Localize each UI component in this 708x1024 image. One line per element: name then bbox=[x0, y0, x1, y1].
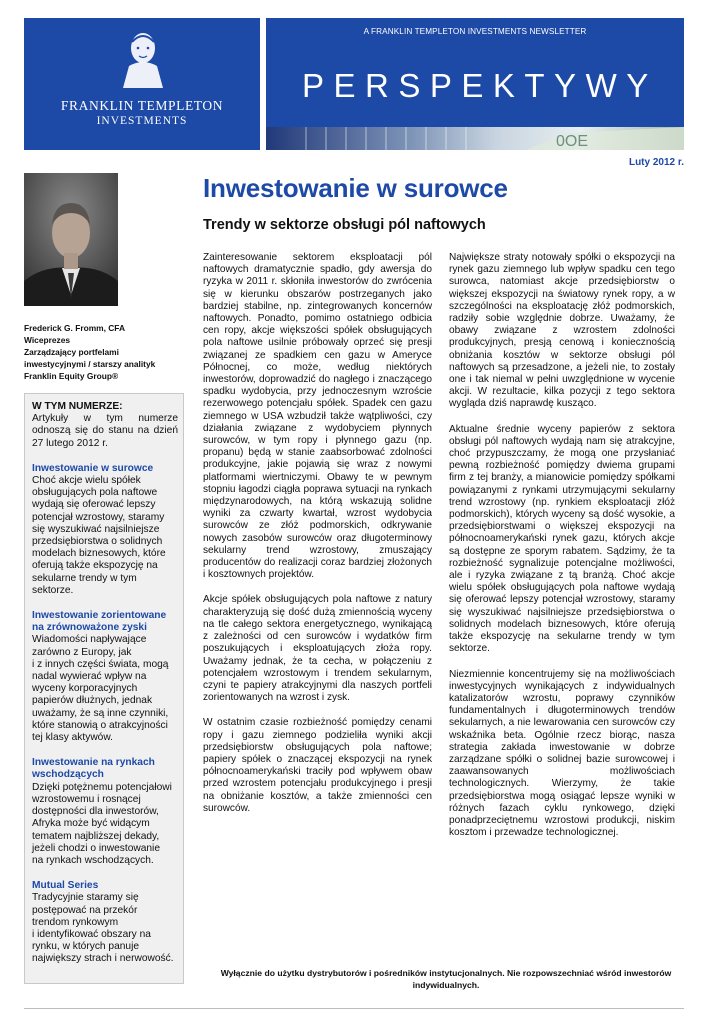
article-paragraph: Aktualne średnie wyceny papierów z sektora obsługi pól naftowych wydają nam się atrakcyjne, choć przypuszczamy, że mogą one przysłaniać pewną rozbieżność pomiędzy dwiema grupami firm z tej branży, a mianowicie pomiędzy spółkami powiązanymi z rynkami utrzymującymi sekularny trend wzrostowy (np. rynkiem eksploatacji złóż podmorskich), których wyceny są dość wysokie, a przedsiębiorstwami o większej ekspozycji na północnoamerykański rynek gazu, których akcje są dostępne ze sporym rabatem. Sądzimy, że ta rozbieżność sygnalizuje potencjalne możliwości, ale i ryzyka związane z tą branżą. Choć akcje wielu spółek obsługujących pola naftowe wydają się oferować lepszy potencjał wzrostowy, staramy się wyszukiwać najsilniejsze przedsiębiorstwa o solidnych modelach biznesowych, które oferują także ekspozycję na sekularne trendy w tym sektorze. bbox=[449, 423, 675, 655]
article-paragraph: Niezmiennie koncentrujemy się na możliwościach inwestycyjnych wynikających z indywidualnych katalizatorów wzrostu, poprawy czynników fundamentalnych i długoterminowych trendów sekularnych, a nie lewarowania cen surowców czy wskaźnika beta. Ogólnie rzecz biorąc, nasza strategia zakłada inwestowanie w dobrze zarządzane spółki o solidnej bazie surowcowej i zaawansowanych możliwościach technologicznych. Wierzymy, że takie przedsiębiorstwa mogą osiągać lepsze wyniki w różnych fazach cyklu rynkowego, dzięki ponadprzeciętnemu wzrostowi produkcji, niskim kosztom i przewadze technologicznej. bbox=[449, 668, 675, 839]
logo-subtitle: INVESTMENTS bbox=[96, 115, 188, 127]
banner-photo-strip bbox=[266, 127, 684, 150]
sidebar-item-income-title[interactable]: Inwestowanie zorientowane na zrównoważone zyski bbox=[32, 610, 167, 634]
author-role: Wiceprezes bbox=[24, 335, 71, 345]
footer-divider bbox=[24, 1008, 684, 1009]
article-subtitle: Trendy w sektorze obsługi pól naftowych bbox=[203, 217, 486, 233]
author-name: Frederick G. Fromm, CFA bbox=[24, 323, 125, 333]
logo-name: FRANKLIN TEMPLETON bbox=[60, 98, 224, 113]
sidebar-item-income-summary: Wiadomości napływające zarówno z Europy, jak i z innych części świata, mogą nadal wywierać wpływ na wyceny korporacyjnych papierów dłużnych, jednak uważamy, że są inne czynniki, które stanowią o atrakcyjności tej klasy aktywów. bbox=[32, 634, 169, 744]
sidebar-item-mutual-series-summary: Tradycyjnie staramy się postępować na przekór trendom rynkowym i identyfikować obszary na rynku, w których panuje największy strach i nerwowość. bbox=[32, 892, 174, 965]
sidebar-heading: W TYM NUMERZE: bbox=[32, 401, 123, 412]
sidebar-item-commodities-summary: Choć akcje wielu spółek obsługujących pola naftowe wydają się oferować lepszy potencjał wzrostowy, staramy się wyszukiwać najsilniejsze przedsiębiorstwa o solidnych modelach biznesowych, które oferują także ekspozycję na sekularne trendy w tym sektorze. bbox=[32, 475, 166, 596]
distribution-disclaimer: Wyłącznie do użytku dystrybutorów i pośredników instytucjonalnych. Nie rozpowszechniać wśród inwestorów indywidualnych. bbox=[220, 968, 672, 990]
franklin-bust-icon bbox=[119, 26, 167, 88]
sidebar-item-commodities-title[interactable]: Inwestowanie w surowce bbox=[32, 462, 154, 474]
author-role: Zarządzający portfelami bbox=[24, 347, 119, 357]
author-portrait-image bbox=[24, 173, 118, 306]
sidebar-item-emerging-markets-summary: Dzięki potężnemu potencjałowi wzrostowemu i rosnącej dostępności dla inwestorów, Afryka może być widącym tematem najbliższej dekady, jeżeli chodzi o inwestowanie na rynkach wschodzących. bbox=[32, 781, 172, 866]
newsletter-label: A FRANKLIN TEMPLETON INVESTMENTS NEWSLETTER bbox=[363, 27, 587, 36]
issue-date: Luty 2012 r. bbox=[628, 157, 684, 168]
article-paragraph: W ostatnim czasie rozbieżność pomiędzy cenami ropy i gazu ziemnego podzieliła wyniki akcji przedsiębiorstw obsługujących pola naftowe; papiery spółek o znaczącej ekspozycji na rynek północnoamerykański traciły pod wpływem obaw przed wzrostem potencjału produkcyjnego i presji na obniżanie kosztów, a także zmienności cen surowców. bbox=[203, 717, 432, 814]
brand-logo bbox=[24, 18, 260, 150]
author-portrait bbox=[24, 173, 118, 306]
article-column-left bbox=[203, 252, 432, 828]
article-title: Inwestowanie w surowce bbox=[203, 173, 508, 203]
article-column-right bbox=[449, 252, 675, 852]
sidebar-item-mutual-series-title[interactable]: Mutual Series bbox=[32, 880, 99, 892]
author-role: inwestycyjnymi / starszy analityk bbox=[24, 359, 156, 369]
article-paragraph: Zainteresowanie sektorem eksploatacji pól naftowych dramatycznie spadło, gdy awersja do ryzyka w 2011 r. skłoniła inwestorów do zwrócenia się w kierunku obszarów postrzeganych jako bardziej stabilne, np. zintegrowanych koncernów naftowych. Ponadto, pomimo ostatniego odbicia cen ropy, akcje większości spółek obsługujących pola naftowe usilnie próbowały oprzeć się presji związanej ze spadkiem cen gazu w Ameryce Północnej, co może, według niektórych inwestorów, doprowadzić do nagłego i znaczącego spadku wydobycia, przy jednoczesnym wzroście rezerwowego potencjału spółek. Spadek cen gazu ziemnego w USA wzbudził także wątpliwości, czy działania związane z wydobyciem płynnych surowców, w tym ropy i płynnego gazu (np. propanu) będą w stanie zaabsorbować zdolności produkcyjne, jakie pojawią się wraz z nowymi platformami wiertniczymi. Obawy te w pewnym stopniu łagodzi ciągła poprawa sytuacji na rynkach międzynarodowych, na którą wskazują solidne wyniki za czwarty kwartał, wzrost wydobycia surowców ze złóż podmorskich, odkrywanie nowych zasobów surowców oraz długoterminowy sekularny trend wzrostowy, zmuszający producentów do realizacji coraz bardziej złożonych i kosztownych projektów. bbox=[203, 252, 432, 581]
masthead-banner bbox=[266, 18, 684, 150]
sidebar-item-emerging-markets-title[interactable]: Inwestowanie na rynkach wschodzących bbox=[32, 757, 155, 781]
author-company: Franklin Equity Group® bbox=[24, 371, 119, 381]
masthead-title: PERSPEKTYWY bbox=[302, 67, 658, 104]
sidebar-intro: Artykuły w tym numerze odnoszą się do stanu na dzień 27 lutego 2012 r. bbox=[32, 413, 178, 449]
svg-text:0OE: 0OE bbox=[556, 133, 589, 150]
in-this-issue-sidebar bbox=[24, 393, 184, 984]
article-paragraph: Akcje spółek obsługujących pola naftowe z natury charakteryzują się dość dużą zmiennością wyceny na tle całego sektora energetycznego, wynikającą z zależności od cen surowców i wydatków firm poszukujących i eksploatujących złoża ropy. Uważamy jednak, że ta cecha, w połączeniu z potencjałem wzrostowym i trendem sekularnym, czyni te papiery atrakcyjnymi dla naszych portfeli zorientowanych na wzrost i zysk. bbox=[203, 594, 432, 704]
article-paragraph: Największe straty notowały spółki o ekspozycji na rynek gazu ziemnego lub wpływ spadku cen tego surowca, natomiast akcje przedsiębiorstw o większej ekspozycji na światowy rynek ropy, a w szczególności na eksploatację złóż podmorskich, radziły sobie względnie dobrze. Uważamy, że obawy związane z wzrostem zdolności produkcyjnych, presją cenową i koniecznością obniżania kosztów w sektorze obsługi pól naftowych są przesadzone, a jeżeli nie, to zostały one i tak niemal w pełni uwzględnione w wycenie akcji. W rezultacie, kilka pozycji z tego sektora wygląda dziś naprawdę kusząco. bbox=[449, 252, 675, 410]
author-info bbox=[24, 322, 194, 382]
